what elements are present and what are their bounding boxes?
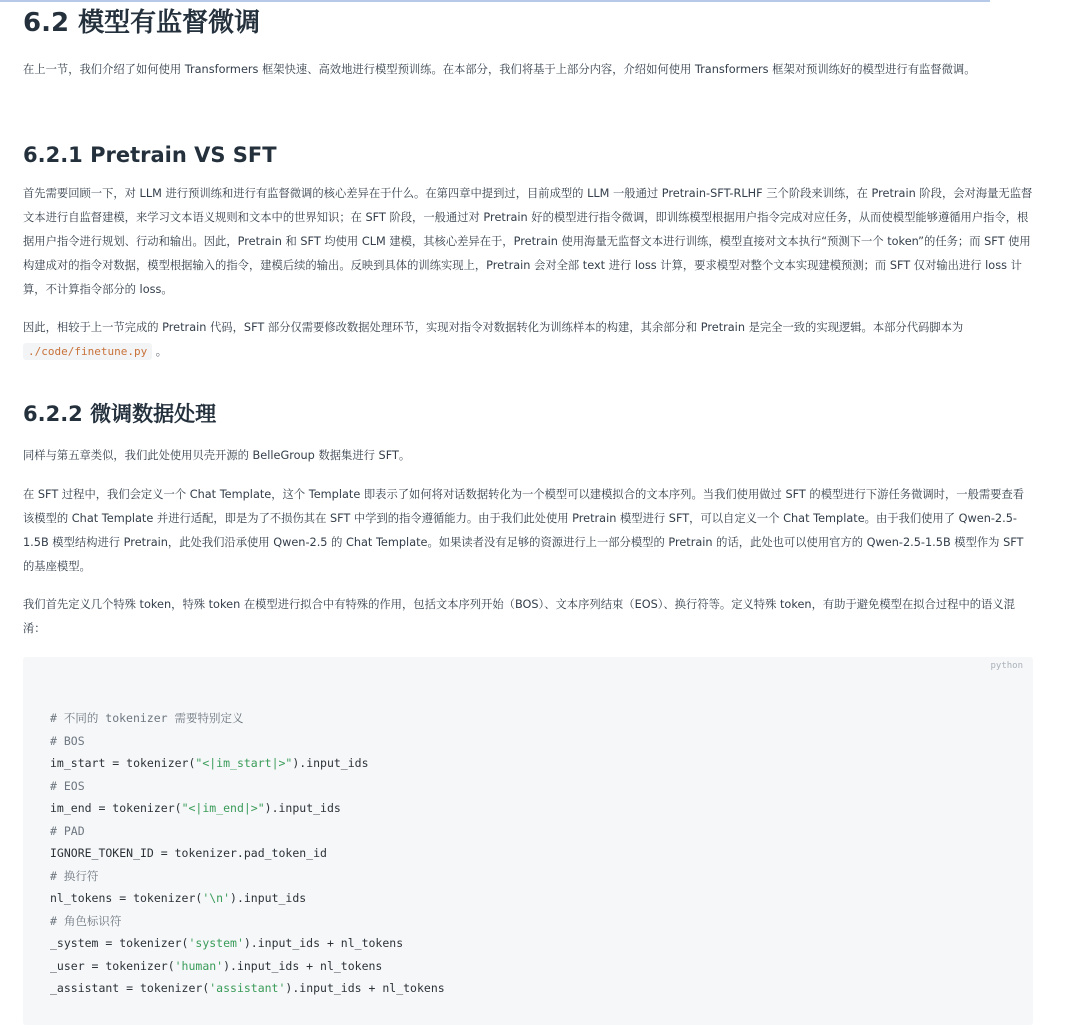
subsection-title-data-processing: 6.2.2 微调数据处理	[23, 402, 217, 426]
top-divider	[0, 0, 990, 2]
code-text: ).input_ids	[264, 801, 341, 815]
code-line	[50, 910, 445, 933]
finetune-script-paragraph	[23, 316, 1033, 364]
code-string: "<|im_start|>"	[195, 756, 293, 770]
code-text: ).input_ids + nl_tokens	[223, 958, 383, 973]
code-line	[50, 752, 445, 775]
code-language-label: python	[990, 661, 1023, 671]
code-line	[50, 820, 445, 843]
pretrain-vs-sft-paragraph: 首先需要回顾一下，对 LLM 进行预训练和进行有监督微调的核心差异在于什么。在第四章中提到过，目前成型的 LLM 一般通过 Pretrain-SFT-RLHF 三个阶段来训练，在 Pretrain 阶段，会对海量无监督文本进行自监督建模，来学习文本语义规则和文本中的世界知识；在 SFT 阶段，一般通过对 Pretrain 好的模型进行指令微调，即训练模型根据用户指令完成对应任务，从而使模型能够遵循用户指令，根据用户指令进行规划、行动和输出。因此，Pretrain 和 SFT 均使用 CLM 建模，其核心差异在于，Pretrain 使用海量无监督文本进行训练，模型直接对文本执行“预测下一个 token”的任务；而 SFT 使用构建成对的指令对数据，模型根据输入的指令，建模后续的输出。反映到具体的训练实现上，Pretrain 会对全部 text 进行 loss 计算，要求模型对整个文本实现建模预测；而 SFT 仅对输出进行 loss 计算，不计算指令部分的 loss。	[23, 187, 1033, 296]
code-text: nl_tokens = tokenizer(	[50, 891, 203, 905]
code-string: 'assistant'	[209, 981, 286, 995]
chat-template-paragraph: 在 SFT 过程中，我们会定义一个 Chat Template，这个 Template 即表示了如何将对话数据转化为一个模型可以建模拟合的文本序列。当我们使用做过 SFT 的模型进行下游任务微调时，一般需要查看该模型的 Chat Template 并进行适配，即是为了不损伤其在 SFT 中学到的指令遵循能力。由于我们此处使用 Pretrain 模型进行 SFT，可以自定义一个 Chat Template。由于我们使用了 Qwen-2.5-1.5B 模型结构进行 Pretrain，此处我们沿承使用 Qwen-2.5 的 Chat Template。如果读者没有足够的资源进行上一部分模型的 Pretrain 的话，此处也可以使用官方的 Qwen-2.5-1.5B 模型作为 SFT 的基座模型。	[23, 488, 1025, 573]
code-comment: # 角色标识符	[50, 913, 122, 928]
code-comment: # BOS	[50, 733, 85, 748]
subsection-title-pretrain-vs-sft: 6.2.1 Pretrain VS SFT	[23, 143, 277, 167]
code-text: im_start = tokenizer(	[50, 756, 196, 770]
code-line	[50, 707, 445, 730]
section-intro-paragraph: 在上一节，我们介绍了如何使用 Transformers 框架快速、高效地进行模型预训练。在本部分，我们将基于上部分内容，介绍如何使用 Transformers 框架对预训练好的模型进行有监督微调。	[23, 63, 976, 76]
code-text: ).input_ids + nl_tokens	[243, 936, 404, 950]
special-tokens-paragraph: 我们首先定义几个特殊 token，特殊 token 在模型进行拟合中有特殊的作用，包括文本序列开始（BOS）、文本序列结束（EOS）、换行符等。定义特殊 token，有助于避免模型在拟合过程中的语义混淆：	[23, 598, 1015, 635]
code-comment: # PAD	[50, 823, 85, 838]
code-text: ).input_ids	[230, 891, 307, 905]
code-line	[50, 797, 445, 820]
code-line	[50, 955, 445, 978]
code-line	[50, 977, 445, 1000]
code-text: _assistant = tokenizer(	[50, 981, 210, 995]
code-string: 'system'	[188, 936, 244, 950]
code-text: _system = tokenizer(	[50, 936, 189, 950]
finetune-script-path: ./code/finetune.py	[23, 343, 152, 360]
code-text: ).input_ids	[292, 756, 369, 770]
code-block[interactable]	[23, 657, 1033, 1025]
code-line	[50, 865, 445, 888]
code-line	[50, 730, 445, 753]
dataset-paragraph: 同样与第五章类似，我们此处使用贝壳开源的 BelleGroup 数据集进行 SFT。	[23, 449, 411, 462]
code-comment: # 换行符	[50, 868, 99, 883]
code-string: '\n'	[202, 891, 231, 905]
code-lines	[50, 707, 445, 1000]
code-comment: # 不同的 tokenizer 需要特别定义	[50, 711, 244, 725]
code-string: 'human'	[174, 958, 224, 973]
code-text: im_end = tokenizer(	[50, 801, 182, 815]
code-line	[50, 842, 445, 865]
section-title: 6.2 模型有监督微调	[23, 8, 261, 38]
code-line	[50, 932, 445, 955]
code-string: "<|im_end|>"	[181, 801, 265, 815]
code-line	[50, 775, 445, 798]
code-text: IGNORE_TOKEN_ID = tokenizer.pad_token_id	[50, 846, 327, 860]
code-text: ).input_ids + nl_tokens	[285, 981, 445, 995]
code-comment: # EOS	[50, 778, 85, 793]
code-line	[50, 887, 445, 910]
finetune-script-text-before: 因此，相较于上一节完成的 Pretrain 代码，SFT 部分仅需要修改数据处理环节，实现对指令对数据转化为训练样本的构建，其余部分和 Pretrain 是完全一致的实现逻辑。本部分代码脚本为	[23, 321, 964, 334]
finetune-script-text-after: 。	[152, 345, 168, 358]
code-text: _user = tokenizer(	[50, 958, 175, 973]
